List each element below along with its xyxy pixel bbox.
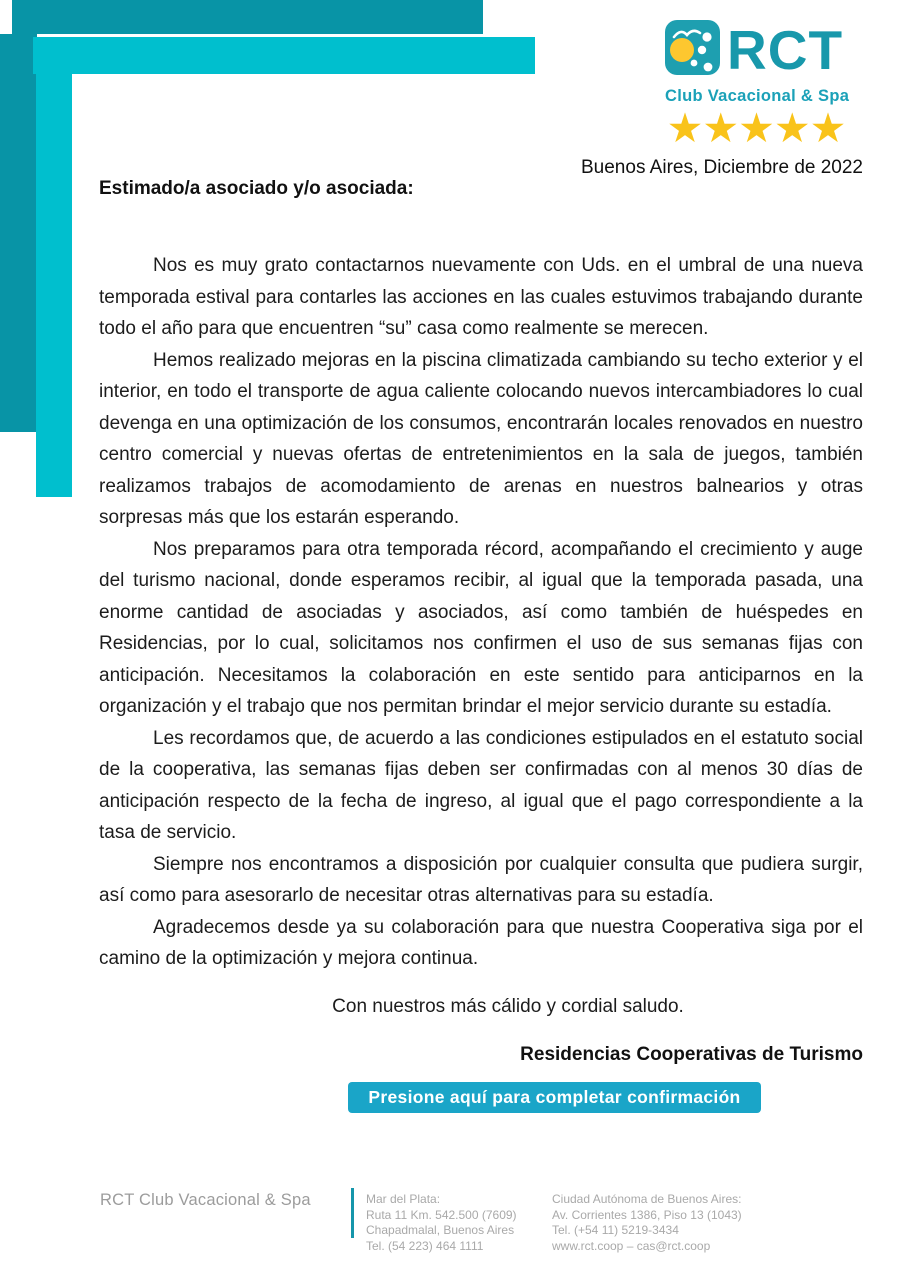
rct-sun-wave-icon	[665, 20, 720, 80]
footer-address-line: Tel. (54 223) 464 1111	[366, 1238, 484, 1253]
logo-wordmark: RCT	[727, 18, 844, 81]
footer-divider	[351, 1188, 354, 1238]
star-icon: ★	[809, 105, 846, 151]
date-line: Buenos Aires, Diciembre de 2022	[581, 157, 863, 178]
footer-address-line: Tel. (+54 11) 5219-3434	[552, 1223, 679, 1237]
letter-paragraph: Nos preparamos para otra temporada récord, acompañando el crecimiento y auge del turismo nacional, donde esperamos recibir, al igual que la temporada pasada, una enorme cantidad de asociadas y asociados, así como también de huéspedes en Residencias, por lo cual, solicitamos nos confirmen el uso de sus semanas fijas con anticipación. Necesitamos la colaboración en este sentido para anticiparnos en la organización y el trabajo que nos permitan brindar el mejor servicio durante su estadía.	[99, 538, 863, 717]
footer-address-line: Mar del Plata:	[366, 1192, 441, 1206]
star-icon: ★	[773, 105, 810, 151]
star-icon: ★	[666, 105, 703, 151]
footer-address-line: Ruta 11 Km. 542.500 (7609)	[366, 1207, 517, 1222]
corner-decoration-light-left-bar	[36, 74, 72, 497]
star-icon: ★	[738, 105, 774, 151]
salutation: Estimado/a asociado y/o asociada:	[99, 178, 414, 199]
letter-paragraph: Agradecemos desde ya su colaboración para que nuestra Cooperativa siga por el camino de la optimización y mejora continua.	[99, 916, 863, 969]
letter-paragraph: Siempre nos encontramos a disposición por cualquier consulta que pudiera surgir, así como para asesorarlo de necesitar otras alternativas para su estadía.	[99, 853, 863, 906]
corner-decoration-light-top-bar	[33, 37, 535, 74]
footer-address-mar-del-plata	[366, 1192, 517, 1254]
footer-brand: RCT Club Vacacional & Spa	[100, 1191, 311, 1209]
rct-logo	[665, 18, 850, 151]
star-icon: ★	[702, 105, 739, 151]
corner-decoration-dark-top-bar	[12, 0, 483, 34]
footer-address-buenos-aires	[552, 1192, 742, 1254]
logo-subtitle: Club Vacacional & Spa	[665, 87, 850, 105]
confirm-button[interactable]: Presione aquí para completar confirmación	[348, 1082, 761, 1113]
closing-line: Con nuestros más cálido y cordial saludo.	[332, 995, 684, 1017]
letter-paragraph: Hemos realizado mejoras en la piscina climatizada cambiando su techo exterior y el interior, en todo el transporte de agua caliente colocando nuevos intercambiadores lo cual devenga en una optimización de los consumos, encontrarán locales renovados en nuestro centro comercial y nuevas ofertas de entretenimientos en la sala de juegos, también realizamos trabajos de acomodamiento de arenas en nuestros balnearios y otras sorpresas más que los estarán esperando.	[99, 349, 863, 528]
letter-paragraph: Les recordamos que, de acuerdo a las condiciones estipulados en el estatuto social de la cooperativa, las semanas fijas deben ser confirmadas con al menos 30 días de anticipación respecto de la fecha de ingreso, al igual que el pago correspondiente a la tasa de servicio.	[99, 727, 863, 843]
footer-address-line: Av. Corrientes 1386, Piso 13 (1043)	[552, 1207, 742, 1222]
footer-address-line: Chapadmalal, Buenos Aires	[366, 1223, 515, 1237]
five-star-rating	[665, 105, 847, 151]
signature: Residencias Cooperativas de Turismo	[520, 1044, 863, 1065]
footer-address-line: www.rct.coop – cas@rct.coop	[552, 1238, 711, 1253]
letter-body	[99, 250, 863, 1071]
letter-paragraph: Nos es muy grato contactarnos nuevamente con Uds. en el umbral de una nueva temporada estival para contarles las acciones en las cuales estuvimos trabajando durante todo el año para que encuentren “su” casa como realmente se merecen.	[99, 255, 863, 339]
footer-address-line: Ciudad Autónoma de Buenos Aires:	[552, 1192, 742, 1206]
corner-decoration-dark-left-bar	[0, 34, 37, 432]
